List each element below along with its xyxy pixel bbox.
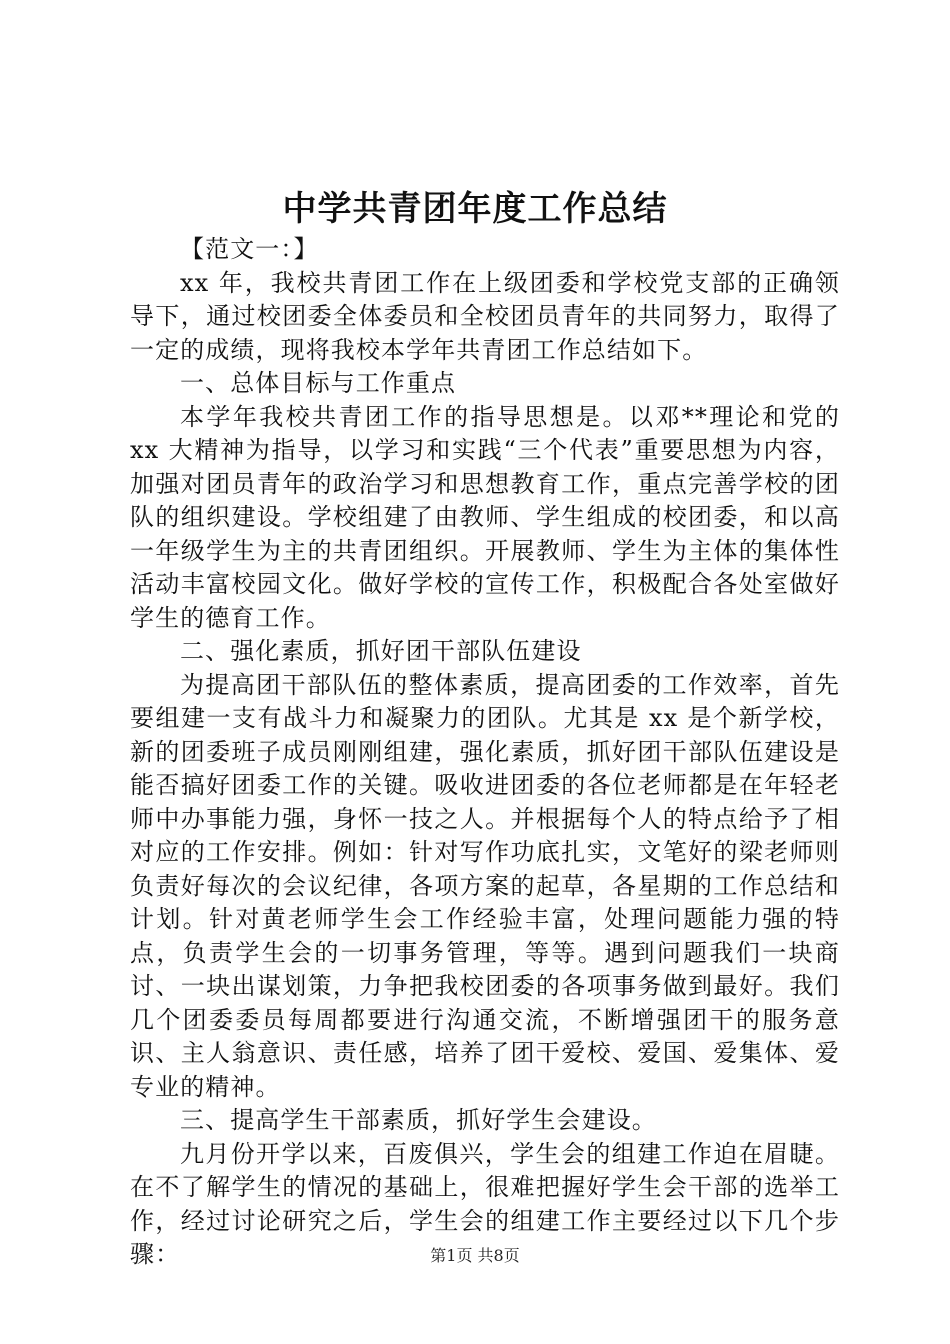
paragraph-section-3: 九月份开学以来，百废俱兴，学生会的组建工作迫在眉睫。在不了解学生的情况的基础上，很难把握好学生会干部的选举工作，经过讨论研究之后，学生会的组建工作主要经过以下几个步骤： [130,1139,840,1268]
paragraph-section-2: 为提高团干部队伍的整体素质，提高团委的工作效率，首先要组建一支有战斗力和凝聚力的团队。尤其是 xx 是个新学校，新的团委班子成员刚刚组建，强化素质，抓好团干部队伍建设是能否搞好团委工作的关键。吸收进团委的各位老师都是在年轻老师中办事能力强，身怀一技之人。并根据每个人的特点给予了相对应的工作安排。例如：针对写作功底扎实，文笔好的梁老师则负责好每次的会议纪律，各项方案的起草，各星期的工作总结和计划。针对黄老师学生会工作经验丰富，处理问题能力强的特点，负责学生会的一切事务管理，等等。遇到问题我们一块商讨、一块出谋划策，力争把我校团委的各项事务做到最好。我们几个团委委员每周都要进行沟通交流，不断增强团干的服务意识、主人翁意识、责任感，培养了团干爱校、爱国、爱集体、爱专业的精神。 [130,670,840,1101]
section-heading-2: 二、强化素质，抓好团干部队伍建设 [180,637,582,665]
paragraph-intro: xx 年，我校共青团工作在上级团委和学校党支部的正确领导下，通过校团委全体委员和全校团员青年的共同努力，取得了一定的成绩，现将我校本学年共青团工作总结如下。 [130,268,840,364]
section-heading-3: 三、提高学生干部素质，抓好学生会建设。 [180,1106,657,1134]
document-body [130,233,840,1272]
sample-label: 【范文一：】 [180,235,319,263]
page-footer: 第1页 共8页 [430,1246,520,1265]
paragraph-section-1: 本学年我校共青团工作的指导思想是。以邓**理论和党的 xx 大精神为指导，以学习和实践“三个代表”重要思想为内容，加强对团员青年的政治学习和思想教育工作，重点完善学校的团队的组织建设。学校组建了由教师、学生组成的校团委，和以高一年级学生为主的共青团组织。开展教师、学生为主体的集体性活动丰富校园文化。做好学校的宣传工作，积极配合各处室做好学生的德育工作。 [130,402,840,632]
document-title: 中学共青团年度工作总结 [282,189,668,229]
section-heading-1: 一、总体目标与工作重点 [180,369,457,397]
